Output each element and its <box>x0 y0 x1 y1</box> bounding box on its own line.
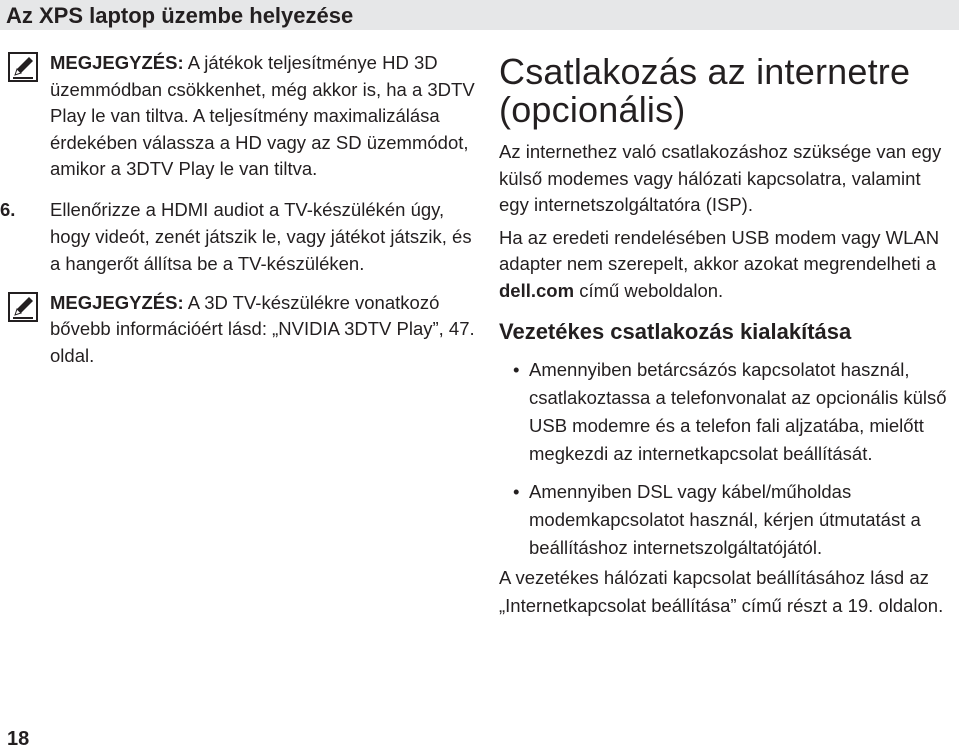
note-pencil-icon <box>8 52 38 82</box>
paragraph-order-info: Ha az eredeti rendelésében USB modem vagy WLAN adapter nem szerepelt, akkor azokat megrendelheti a dell.com című weboldalon. <box>499 226 940 301</box>
note-block-performance <box>8 50 478 183</box>
note-text: A játékok teljesítménye HD 3D üzemmódban csökkenhet, még akkor is, ha a 3DTV Play le van tiltva. A teljesítmény maximalizálása érdekében válassza a HD vagy az SD üzemmódot, amikor a 3DTV Play le van tiltva. <box>50 52 475 179</box>
page-number: 18 <box>7 728 30 750</box>
paragraph-setup-reference: A vezetékes hálózati kapcsolat beállításához lásd az „Internetkapcsolat beállítása” című részt a 19. oldalon. <box>499 567 944 616</box>
step-text: Ellenőrizze a HDMI audiot a TV-készülékén úgy, hogy videót, zenét játszik le, vagy játékot játszik, és a hangerőt állítsa be a TV-készüléken. <box>50 198 472 274</box>
page-header-title: Az XPS laptop üzembe helyezése <box>6 3 354 28</box>
bullet-item <box>499 356 954 468</box>
paragraph-internet-requirements: Az internethez való csatlakozáshoz szüksége van egy külső modemes vagy hálózati kapcsolatra, valamint egy internetszolgáltatóra (ISP). <box>499 141 942 215</box>
header-bar <box>0 0 959 30</box>
subsection-heading: Vezetékes csatlakozás kialakítása <box>499 319 852 344</box>
note-label: MEGJEGYZÉS: <box>50 291 184 313</box>
bullet-text: Amennyiben betárcsázós kapcsolatot használ, csatlakoztassa a telefonvonalat az opcionális külső USB modemre és a telefon fali aljzatába, mielőtt megkezdi az internetkapcsolat beállítását. <box>529 359 947 464</box>
bullet-dot: • <box>513 359 520 380</box>
note-pencil-icon <box>8 292 38 322</box>
note-text: A 3D TV-készülékre vonatkozó bővebb információért lásd: „NVIDIA 3DTV Play”, 47. oldal. <box>50 291 475 366</box>
section-heading: Csatlakozás az internetre (opcionális) <box>499 51 911 130</box>
note-label: MEGJEGYZÉS: <box>50 52 184 73</box>
right-column <box>499 53 954 620</box>
left-column <box>0 50 478 369</box>
note-block-3dtv <box>8 290 478 370</box>
step-number: 6. <box>0 198 16 220</box>
dell-link[interactable]: dell.com <box>499 279 575 301</box>
bullet-item <box>499 478 954 562</box>
bullet-text: Amennyiben DSL vagy kábel/műholdas modemkapcsolatot használ, kérjen útmutatást a beállításhoz internetszolgáltatójától. <box>529 481 921 558</box>
step-6 <box>0 196 478 277</box>
bullet-dot: • <box>513 481 520 502</box>
